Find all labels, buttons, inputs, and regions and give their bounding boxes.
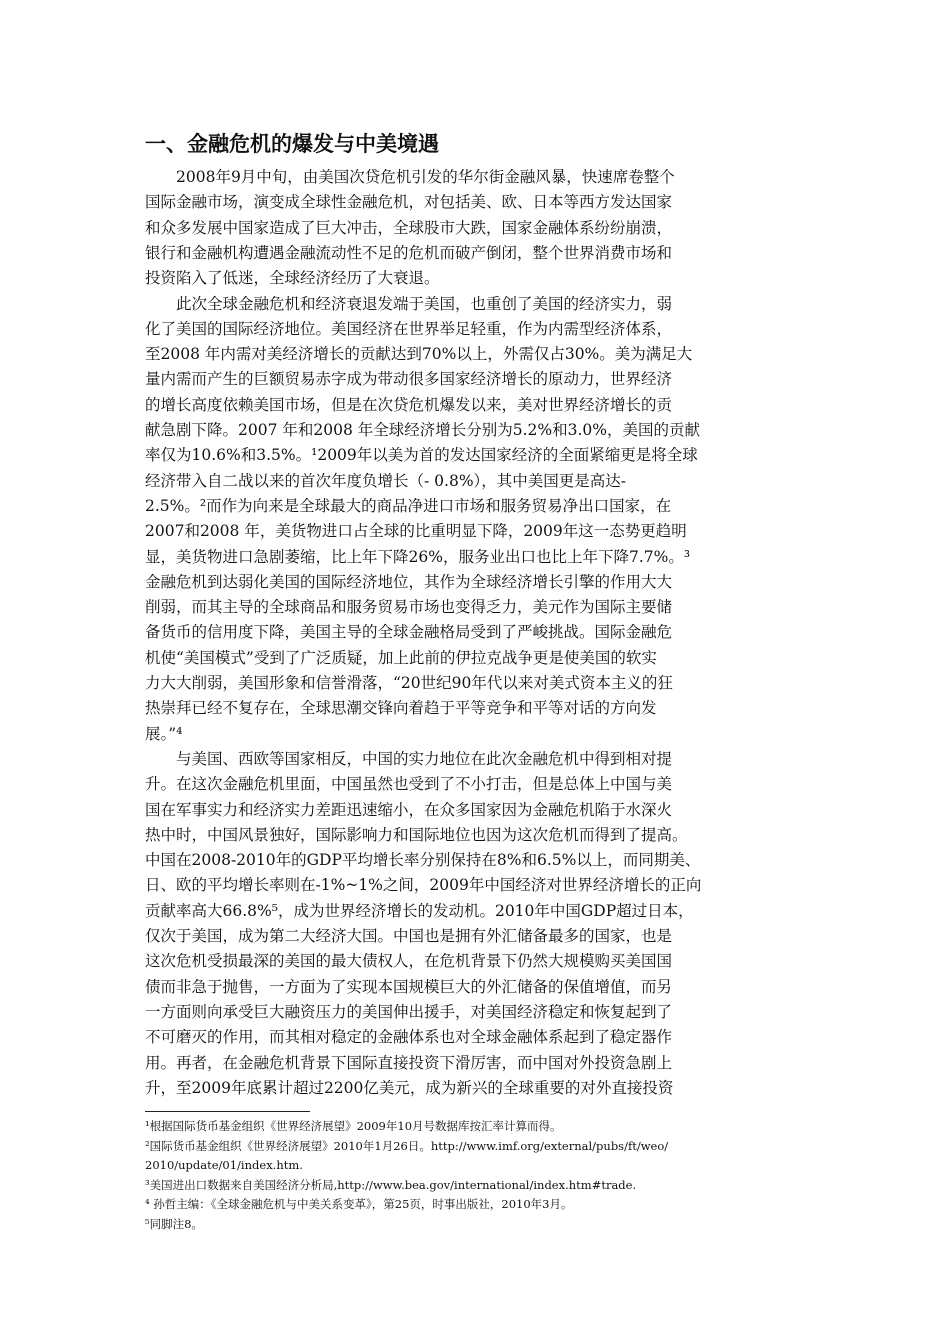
body-line: 削弱，而其主导的全球商品和服务贸易市场也变得乏力，美元作为国际主要储 bbox=[145, 598, 673, 617]
body-line: 中国在2008-2010年的GDP平均增长率分别保持在8%和6.5%以上，而同期美、 bbox=[145, 851, 701, 870]
footnote-separator bbox=[145, 1111, 310, 1112]
body-line: 献急剧下降。2007 年和2008 年全球经济增长分别为5.2%和3.0%，美国的贡献 bbox=[145, 421, 701, 439]
body-line: 日、欧的平均增长率则在-1%~1%之间，2009年中国经济对世界经济增长的正向 bbox=[145, 876, 702, 895]
body-line: 国在军事实力和经济实力差距迅速缩小，在众多国家因为金融危机陷于水深火 bbox=[145, 800, 673, 819]
body-line: 与美国、西欧等国家相反，中国的实力地位在此次金融危机中得到相对提 bbox=[145, 749, 673, 768]
body-line: 显，美货物进口急剧萎缩，比上年下降26%，服务业出口也比上年下降7.7%。³ bbox=[145, 547, 691, 566]
body-line: 贡献率高大66.8%⁵，成为世界经济增长的发动机。2010年中国GDP超过日本， bbox=[145, 901, 694, 920]
body-line: 仅次于美国，成为第二大经济大国。中国也是拥有外汇储备最多的国家，也是 bbox=[145, 927, 673, 945]
body-line: 2.5%。²而作为向来是全球最大的商品净进口市场和服务贸易净出口国家，在 bbox=[145, 496, 672, 515]
footnote-line: ¹根据国际货币基金组织《世界经济展望》2009年10月号数据库按汇率计算而得。 bbox=[145, 1119, 562, 1133]
footnote-line: ³美国进出口数据来自美国经济分析局,http://www.bea.gov/international/index.htm#trade. bbox=[145, 1177, 637, 1192]
body-line: 国际金融市场，演变成全球性金融危机，对包括美、欧、日本等西方发达国家 bbox=[145, 193, 673, 212]
body-line: 这次危机受损最深的美国的最大债权人，在危机背景下仍然大规模购买美国国 bbox=[145, 952, 673, 971]
body-line: 此次全球金融危机和经济衰退发端于美国，也重创了美国的经济实力，弱 bbox=[145, 294, 673, 313]
body-line: 展。”⁴ bbox=[145, 724, 183, 743]
footnote-line: ⁵同脚注8。 bbox=[145, 1216, 203, 1231]
body-line: 和众多发展中国家造成了巨大冲击，全球股市大跌，国家金融体系纷纷崩溃， bbox=[145, 218, 673, 237]
body-line: 银行和金融机构遭遇金融流动性不足的危机而破产倒闭，整个世界消费市场和 bbox=[145, 243, 673, 262]
body-line: 2007和2008 年，美货物进口占全球的比重明显下降，2009年这一态势更趋明 bbox=[145, 522, 687, 541]
body-line: 一方面则向承受巨大融资压力的美国伸出援手，对美国经济稳定和恢复起到了 bbox=[145, 1002, 673, 1021]
body-line: 升。在这次金融危机里面，中国虽然也受到了不小打击，但是总体上中国与美 bbox=[145, 775, 673, 794]
section-heading: 一、金融危机的爆发与中美境遇 bbox=[145, 132, 439, 156]
body-line: 量内需而产生的巨额贸易赤字成为带动很多国家经济增长的原动力，世界经济 bbox=[145, 370, 673, 389]
body-line: 不可磨灭的作用，而其相对稳定的金融体系也对全球金融体系起到了稳定器作 bbox=[145, 1028, 673, 1047]
body-line: 的增长高度依赖美国市场，但是在次贷危机爆发以来，美对世界经济增长的贡 bbox=[145, 395, 673, 414]
body-line: 金融危机到达弱化美国的国际经济地位，其作为全球经济增长引擎的作用大大 bbox=[145, 572, 673, 591]
body-line: 力大大削弱，美国形象和信誉滑落，“20世纪90年代以来对美式资本主义的狂 bbox=[145, 674, 673, 692]
body-line: 率仅为10.6%和3.5%。¹2009年以美为首的发达国家经济的全面紧缩更是将全球 bbox=[145, 446, 698, 465]
footnote-line: 2010/update/01/index.htm. bbox=[145, 1158, 303, 1172]
footnote-line: ⁴ 孙哲主编：《全球金融危机与中美关系变革》，第25页，时事出版社，2010年3月。 bbox=[145, 1197, 573, 1211]
body-line: 2008年9月中旬，由美国次贷危机引发的华尔街金融风暴，快速席卷整个 bbox=[145, 168, 675, 186]
body-line: 经济带入自二战以来的首次年度负增长（- 0.8%），其中美国更是高达- bbox=[145, 471, 627, 490]
body-line: 化了美国的国际经济地位。美国经济在世界举足轻重，作为内需型经济体系， bbox=[145, 319, 673, 338]
body-line: 备货币的信用度下降，美国主导的全球金融格局受到了严峻挑战。国际金融危 bbox=[145, 623, 673, 642]
body-line: 机使“美国模式”受到了广泛质疑，加上此前的伊拉克战争更是使美国的软实 bbox=[145, 648, 657, 667]
footnote-line: ²国际货币基金组织《世界经济展望》2010年1月26日。http://www.imf.org/external/pubs/ft/weo/ bbox=[145, 1138, 669, 1153]
body-line: 用。再者，在金融危机背景下国际直接投资下滑厉害，而中国对外投资急剧上 bbox=[145, 1053, 673, 1072]
body-line: 热中时，中国风景独好，国际影响力和国际地位也因为这次危机而得到了提高。 bbox=[145, 825, 688, 844]
body-line: 债而非急于抛售，一方面为了实现本国规模巨大的外汇储备的保值增值，而另 bbox=[145, 977, 673, 996]
body-line: 热崇拜已经不复存在，全球思潮交锋向着趋于平等竞争和平等对话的方向发 bbox=[145, 699, 657, 718]
body-line: 投资陷入了低迷，全球经济经历了大衰退。 bbox=[145, 269, 440, 288]
body-line: 至2008 年内需对美经济增长的贡献达到70%以上，外需仅占30%。美为满足大 bbox=[145, 345, 693, 364]
body-line: 升，至2009年底累计超过2200亿美元，成为新兴的全球重要的对外直接投资 bbox=[145, 1078, 674, 1097]
